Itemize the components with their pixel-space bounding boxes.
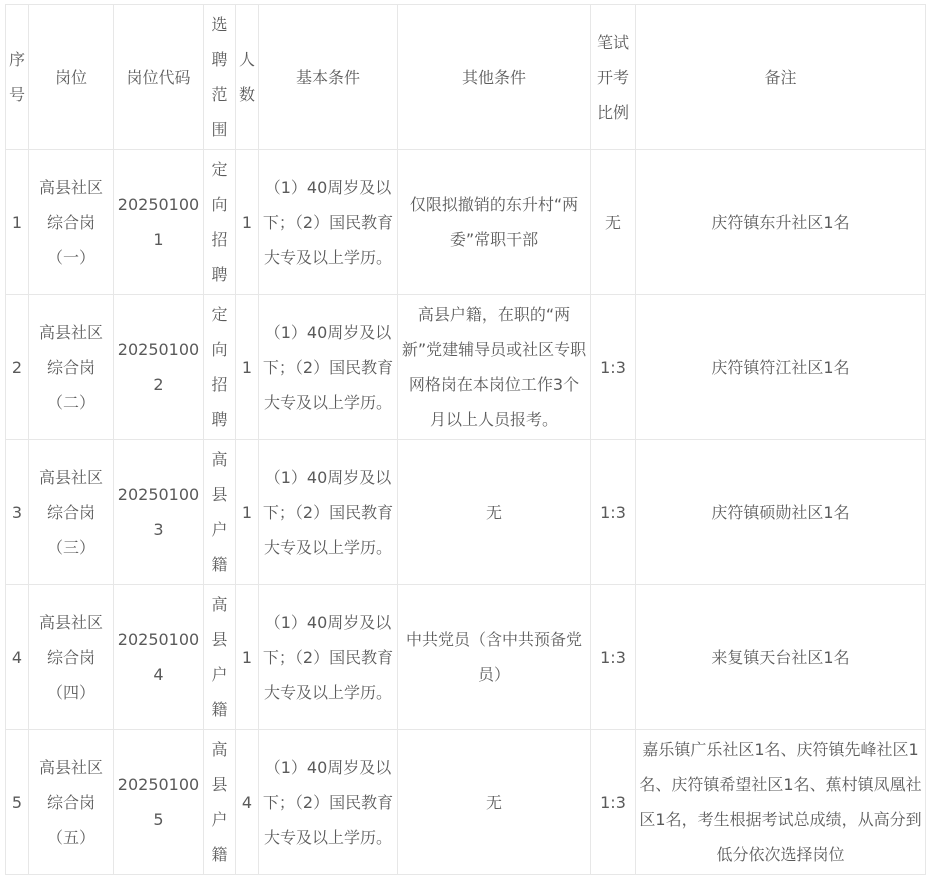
cell-basic-conditions: （1）40周岁及以下；（2）国民教育大专及以上学历。 <box>259 730 398 875</box>
cell-other-conditions: 高县户籍，在职的“两新”党建辅导员或社区专职网格岗在本岗位工作3个月以上人员报考。 <box>398 295 591 440</box>
cell-count: 1 <box>236 585 259 730</box>
cell-other-conditions: 中共党员（含中共预备党员） <box>398 585 591 730</box>
cell-scope: 定向招聘 <box>204 295 236 440</box>
cell-index: 3 <box>6 440 29 585</box>
table-row <box>6 150 926 295</box>
table-row <box>6 585 926 730</box>
header-basic-conditions: 基本条件 <box>259 5 398 150</box>
table-row <box>6 295 926 440</box>
cell-remark: 庆符镇硕勋社区1名 <box>636 440 926 585</box>
recruitment-table <box>5 4 926 875</box>
cell-count: 1 <box>236 440 259 585</box>
cell-count: 1 <box>236 295 259 440</box>
cell-index: 2 <box>6 295 29 440</box>
cell-position: 高县社区综合岗（五） <box>29 730 114 875</box>
cell-basic-conditions: （1）40周岁及以下；（2）国民教育大专及以上学历。 <box>259 295 398 440</box>
cell-remark: 庆符镇东升社区1名 <box>636 150 926 295</box>
cell-exam-ratio: 无 <box>591 150 636 295</box>
cell-remark: 来复镇天台社区1名 <box>636 585 926 730</box>
cell-other-conditions: 无 <box>398 440 591 585</box>
cell-scope: 高县户籍 <box>204 730 236 875</box>
cell-position: 高县社区综合岗（四） <box>29 585 114 730</box>
table-row <box>6 730 926 875</box>
cell-index: 1 <box>6 150 29 295</box>
cell-exam-ratio: 1:3 <box>591 295 636 440</box>
cell-other-conditions: 仅限拟撤销的东升村“两委”常职干部 <box>398 150 591 295</box>
cell-basic-conditions: （1）40周岁及以下；（2）国民教育大专及以上学历。 <box>259 585 398 730</box>
cell-code: 202501003 <box>114 440 204 585</box>
header-count: 人数 <box>236 5 259 150</box>
header-other-conditions: 其他条件 <box>398 5 591 150</box>
cell-scope: 定向招聘 <box>204 150 236 295</box>
cell-exam-ratio: 1:3 <box>591 585 636 730</box>
cell-code: 202501005 <box>114 730 204 875</box>
header-scope: 选聘范围 <box>204 5 236 150</box>
cell-position: 高县社区综合岗（一） <box>29 150 114 295</box>
table-row <box>6 440 926 585</box>
cell-code: 202501002 <box>114 295 204 440</box>
cell-basic-conditions: （1）40周岁及以下；（2）国民教育大专及以上学历。 <box>259 150 398 295</box>
header-position: 岗位 <box>29 5 114 150</box>
cell-remark: 庆符镇符江社区1名 <box>636 295 926 440</box>
cell-basic-conditions: （1）40周岁及以下；（2）国民教育大专及以上学历。 <box>259 440 398 585</box>
header-remark: 备注 <box>636 5 926 150</box>
header-code: 岗位代码 <box>114 5 204 150</box>
header-exam-ratio: 笔试开考比例 <box>591 5 636 150</box>
cell-index: 4 <box>6 585 29 730</box>
header-row <box>6 5 926 150</box>
cell-scope: 高县户籍 <box>204 440 236 585</box>
cell-exam-ratio: 1:3 <box>591 730 636 875</box>
cell-index: 5 <box>6 730 29 875</box>
cell-count: 4 <box>236 730 259 875</box>
cell-other-conditions: 无 <box>398 730 591 875</box>
cell-remark: 嘉乐镇广乐社区1名、庆符镇先峰社区1名、庆符镇希望社区1名、蕉村镇凤凰社区1名，考生根据考试总成绩，从高分到低分依次选择岗位 <box>636 730 926 875</box>
cell-count: 1 <box>236 150 259 295</box>
cell-position: 高县社区综合岗（三） <box>29 440 114 585</box>
cell-scope: 高县户籍 <box>204 585 236 730</box>
cell-exam-ratio: 1:3 <box>591 440 636 585</box>
header-index: 序号 <box>6 5 29 150</box>
cell-code: 202501004 <box>114 585 204 730</box>
cell-code: 202501001 <box>114 150 204 295</box>
cell-position: 高县社区综合岗（二） <box>29 295 114 440</box>
